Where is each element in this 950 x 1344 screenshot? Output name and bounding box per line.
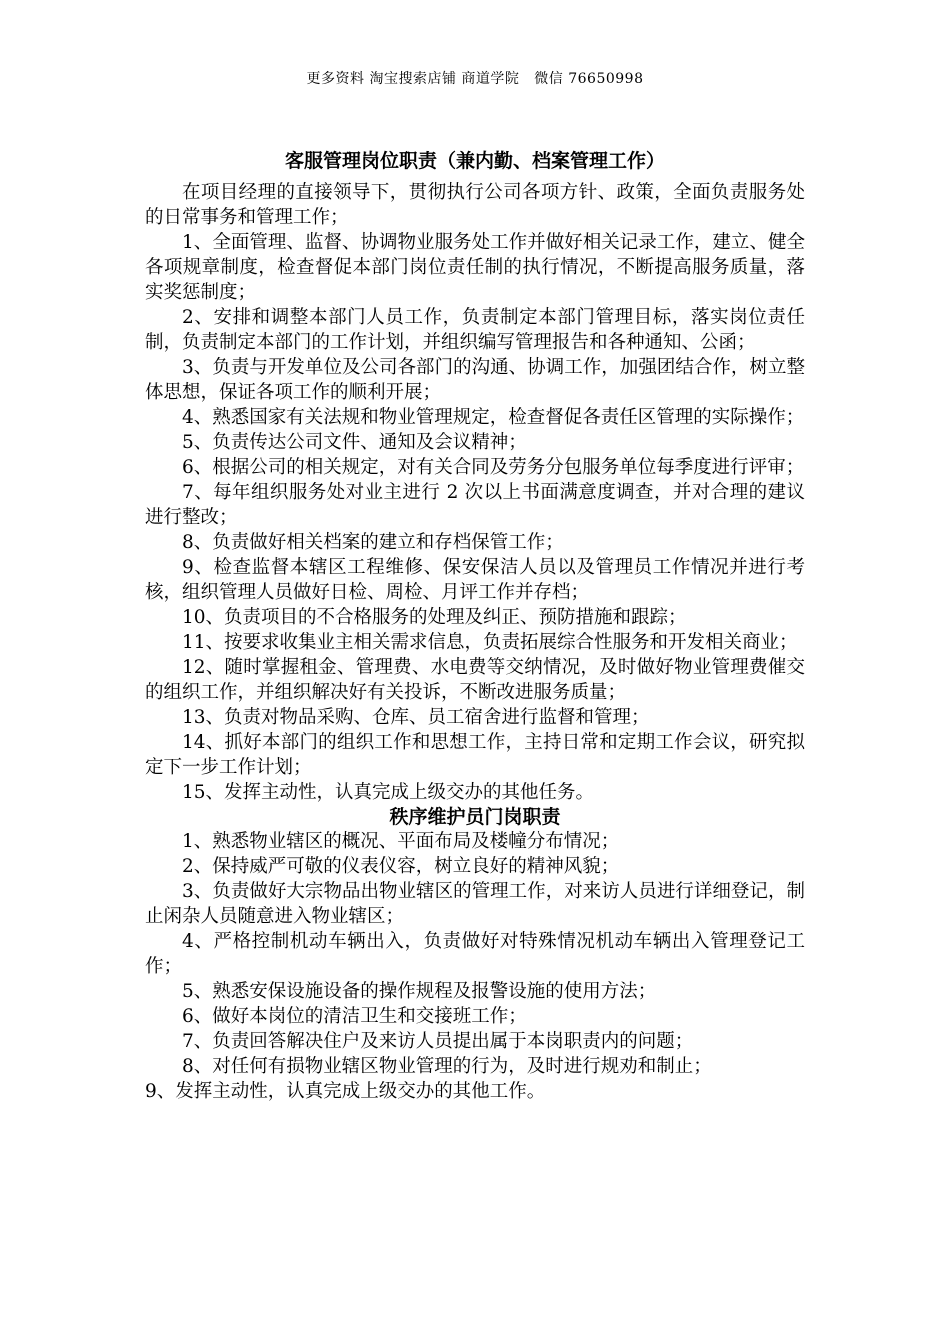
section1-item-13: 13、负责对物品采购、仓库、员工宿舍进行监督和管理； [182,707,650,728]
section2-paragraphs [145,829,805,1104]
section2-item-2: 2、保持威严可敬的仪表仪容，树立良好的精神风貌； [182,856,620,877]
section1-title: 客服管理岗位职责（兼内勤、档案管理工作） [284,150,665,172]
section2-item-5: 5、熟悉安保设施设备的操作规程及报警设施的使用方法； [182,981,657,1002]
section1-item-12: 12、随时掌握租金、管理费、水电费等交纳情况，及时做好物业管理费催交的组织工作，并组织解决好有关投诉，不断改进服务质量； [145,657,805,703]
section1-item-9: 9、检查监督本辖区工程维修、保安保洁人员以及管理员工作情况并进行考核，组织管理人员做好日检、周检、月评工作并存档； [145,557,805,603]
section1-intro: 在项目经理的直接领导下，贯彻执行公司各项方针、政策，全面负责服务处的日常事务和管理工作； [145,182,805,228]
section2-item-1: 1、熟悉物业辖区的概况、平面布局及楼幢分布情况； [182,831,620,852]
section1-item-3: 3、负责与开发单位及公司各部门的沟通、协调工作，加强团结合作，树立整体思想，保证各项工作的顺利开展； [145,357,805,403]
header-note: 更多资料 淘宝搜索店铺 商道学院 微信 76650998 [306,71,644,87]
section1-item-7: 7、每年组织服务处对业主进行 2 次以上书面满意度调查，并对合理的建议进行整改； [145,482,805,528]
section1-item-14: 14、抓好本部门的组织工作和思想工作，主持日常和定期工作会议，研究拟定下一步工作计划； [145,732,805,778]
section2-item-4: 4、严格控制机动车辆出入，负责做好对特殊情况机动车辆出入管理登记工作； [145,931,805,977]
section1-item-11: 11、按要求收集业主相关需求信息，负责拓展综合性服务和开发相关商业； [182,632,798,653]
section1-item-5: 5、负责传达公司文件、通知及会议精神； [182,432,527,453]
section1-item-8: 8、负责做好相关档案的建立和存档保管工作； [182,532,564,553]
section2-item-6: 6、做好本岗位的清洁卫生和交接班工作； [182,1006,527,1027]
section1-item-15: 15、发挥主动性，认真完成上级交办的其他任务。 [182,782,595,803]
section1-item-10: 10、负责项目的不合格服务的处理及纠正、预防措施和跟踪； [182,607,687,628]
section2-item-8: 8、对任何有损物业辖区物业管理的行为，及时进行规劝和制止； [182,1056,712,1077]
section1-item-1: 1、全面管理、监督、协调物业服务处工作并做好相关记录工作，建立、健全各项规章制度，检查督促本部门岗位责任制的执行情况，不断提高服务质量，落实奖惩制度； [145,232,805,303]
section2-item-7: 7、负责回答解决住户及来访人员提出属于本岗职责内的问题； [182,1031,694,1052]
section2-item-9: 9、发挥主动性，认真完成上级交办的其他工作。 [145,1081,546,1102]
section1-item-6: 6、根据公司的相关规定，对有关合同及劳务分包服务单位每季度进行评审； [182,457,805,478]
section1-item-4: 4、熟悉国家有关法规和物业管理规定，检查督促各责任区管理的实际操作； [182,407,805,428]
document-body [145,148,805,1104]
section1-paragraphs [145,180,805,805]
section2-item-3: 3、负责做好大宗物品出物业辖区的管理工作，对来访人员进行详细登记，制止闲杂人员随意进入物业辖区； [145,881,805,927]
section1-item-2: 2、安排和调整本部门人员工作，负责制定本部门管理目标，落实岗位责任制，负责制定本部门的工作计划，并组织编写管理报告和各种通知、公函； [145,307,805,353]
section2-title: 秩序维护员门岗职责 [389,806,561,828]
